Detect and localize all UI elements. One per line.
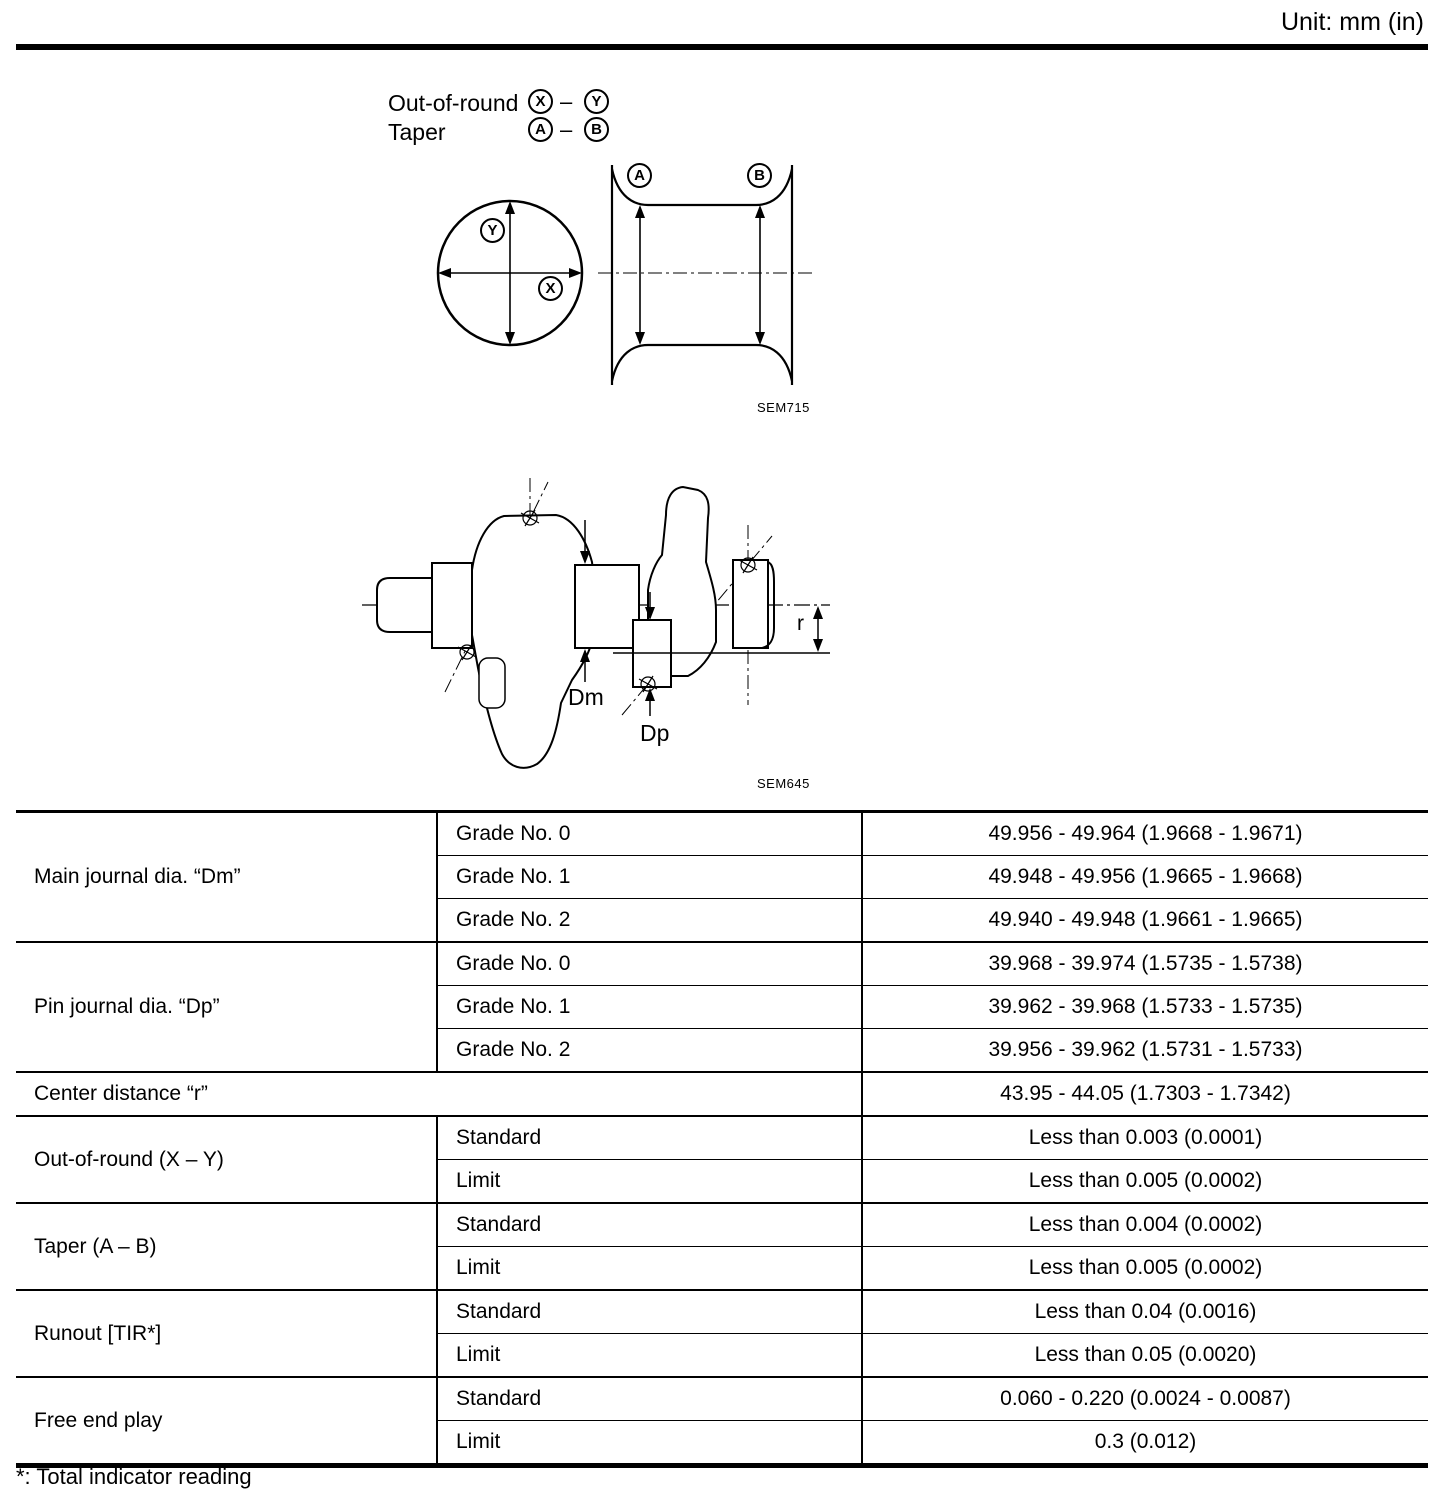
spec-group-label: Pin journal dia. “Dp” xyxy=(16,942,437,1072)
spec-sub-label: Standard xyxy=(437,1377,862,1421)
spec-value: 49.956 - 49.964 (1.9668 - 1.9671) xyxy=(862,812,1428,856)
spec-group-label: Main journal dia. “Dm” xyxy=(16,812,437,943)
spec-sub-label: Standard xyxy=(437,1290,862,1334)
circled-y-marker: Y xyxy=(480,218,505,243)
spec-sub-label: Limit xyxy=(437,1421,862,1466)
table-row xyxy=(16,1203,1428,1247)
circled-x-marker: X xyxy=(538,276,563,301)
center-distance-label: r xyxy=(797,612,804,635)
spec-value: 0.060 - 0.220 (0.0024 - 0.0087) xyxy=(862,1377,1428,1421)
spec-value: Less than 0.005 (0.0002) xyxy=(862,1247,1428,1291)
spec-group-label: Free end play xyxy=(16,1377,437,1466)
spec-value: 39.962 - 39.968 (1.5733 - 1.5735) xyxy=(862,986,1428,1029)
table-row xyxy=(16,812,1428,856)
spec-value: 49.940 - 49.948 (1.9661 - 1.9665) xyxy=(862,899,1428,943)
unit-label: Unit: mm (in) xyxy=(1280,8,1424,36)
spec-group-label: Runout [TIR*] xyxy=(16,1290,437,1377)
spec-sub-label: Grade No. 2 xyxy=(437,899,862,943)
circled-b-marker: B xyxy=(747,163,772,188)
pin-journal-dia-label: Dp xyxy=(640,720,670,746)
legend-dash-2: – xyxy=(560,117,573,142)
circled-a-marker: A xyxy=(627,163,652,188)
circled-x-legend: X xyxy=(528,89,553,114)
circled-y-legend: Y xyxy=(584,89,609,114)
table-row xyxy=(16,1072,1428,1116)
footnote: *: Total indicator reading xyxy=(16,1464,252,1489)
spec-value: 43.95 - 44.05 (1.7303 - 1.7342) xyxy=(862,1072,1428,1116)
legend-taper-label: Taper xyxy=(388,119,446,145)
spec-sub-label: Grade No. 1 xyxy=(437,856,862,899)
spec-value: Less than 0.04 (0.0016) xyxy=(862,1290,1428,1334)
figure2-caption: SEM645 xyxy=(757,776,810,791)
spec-sub-label: Limit xyxy=(437,1334,862,1378)
spec-sub-label: Grade No. 1 xyxy=(437,986,862,1029)
spec-value: Less than 0.005 (0.0002) xyxy=(862,1160,1428,1204)
legend-dash-1: – xyxy=(560,89,573,114)
spec-value: Less than 0.004 (0.0002) xyxy=(862,1203,1428,1247)
circled-a-legend: A xyxy=(528,117,553,142)
spec-value: 49.948 - 49.956 (1.9665 - 1.9668) xyxy=(862,856,1428,899)
spec-group-label: Center distance “r” xyxy=(16,1072,862,1116)
spec-value: Less than 0.05 (0.0020) xyxy=(862,1334,1428,1378)
spec-sub-label: Standard xyxy=(437,1203,862,1247)
spec-sub-label: Limit xyxy=(437,1247,862,1291)
circled-b-legend: B xyxy=(584,117,609,142)
journal-measurement-figure-svg xyxy=(420,155,820,400)
table-row xyxy=(16,1116,1428,1160)
table-row xyxy=(16,942,1428,986)
crankshaft-figure-svg xyxy=(360,470,890,780)
spec-sub-label: Grade No. 2 xyxy=(437,1029,862,1073)
figure1-caption: SEM715 xyxy=(757,400,810,415)
spec-group-label: Taper (A – B) xyxy=(16,1203,437,1290)
header-rule xyxy=(16,44,1428,50)
spec-sub-label: Grade No. 0 xyxy=(437,942,862,986)
table-row xyxy=(16,1290,1428,1334)
spec-sub-label: Limit xyxy=(437,1160,862,1204)
spec-table-body xyxy=(16,812,1428,1466)
table-row xyxy=(16,1377,1428,1421)
spec-value: 39.968 - 39.974 (1.5735 - 1.5738) xyxy=(862,942,1428,986)
spec-value: 0.3 (0.012) xyxy=(862,1421,1428,1466)
crankshaft-spec-table xyxy=(16,810,1428,1468)
spec-sub-label: Grade No. 0 xyxy=(437,812,862,856)
spec-group-label: Out-of-round (X – Y) xyxy=(16,1116,437,1203)
main-journal-dia-label: Dm xyxy=(568,684,604,710)
spec-sub-label: Standard xyxy=(437,1116,862,1160)
spec-value: Less than 0.003 (0.0001) xyxy=(862,1116,1428,1160)
legend-out-of-round-label: Out-of-round xyxy=(388,90,519,116)
spec-value: 39.956 - 39.962 (1.5731 - 1.5733) xyxy=(862,1029,1428,1073)
